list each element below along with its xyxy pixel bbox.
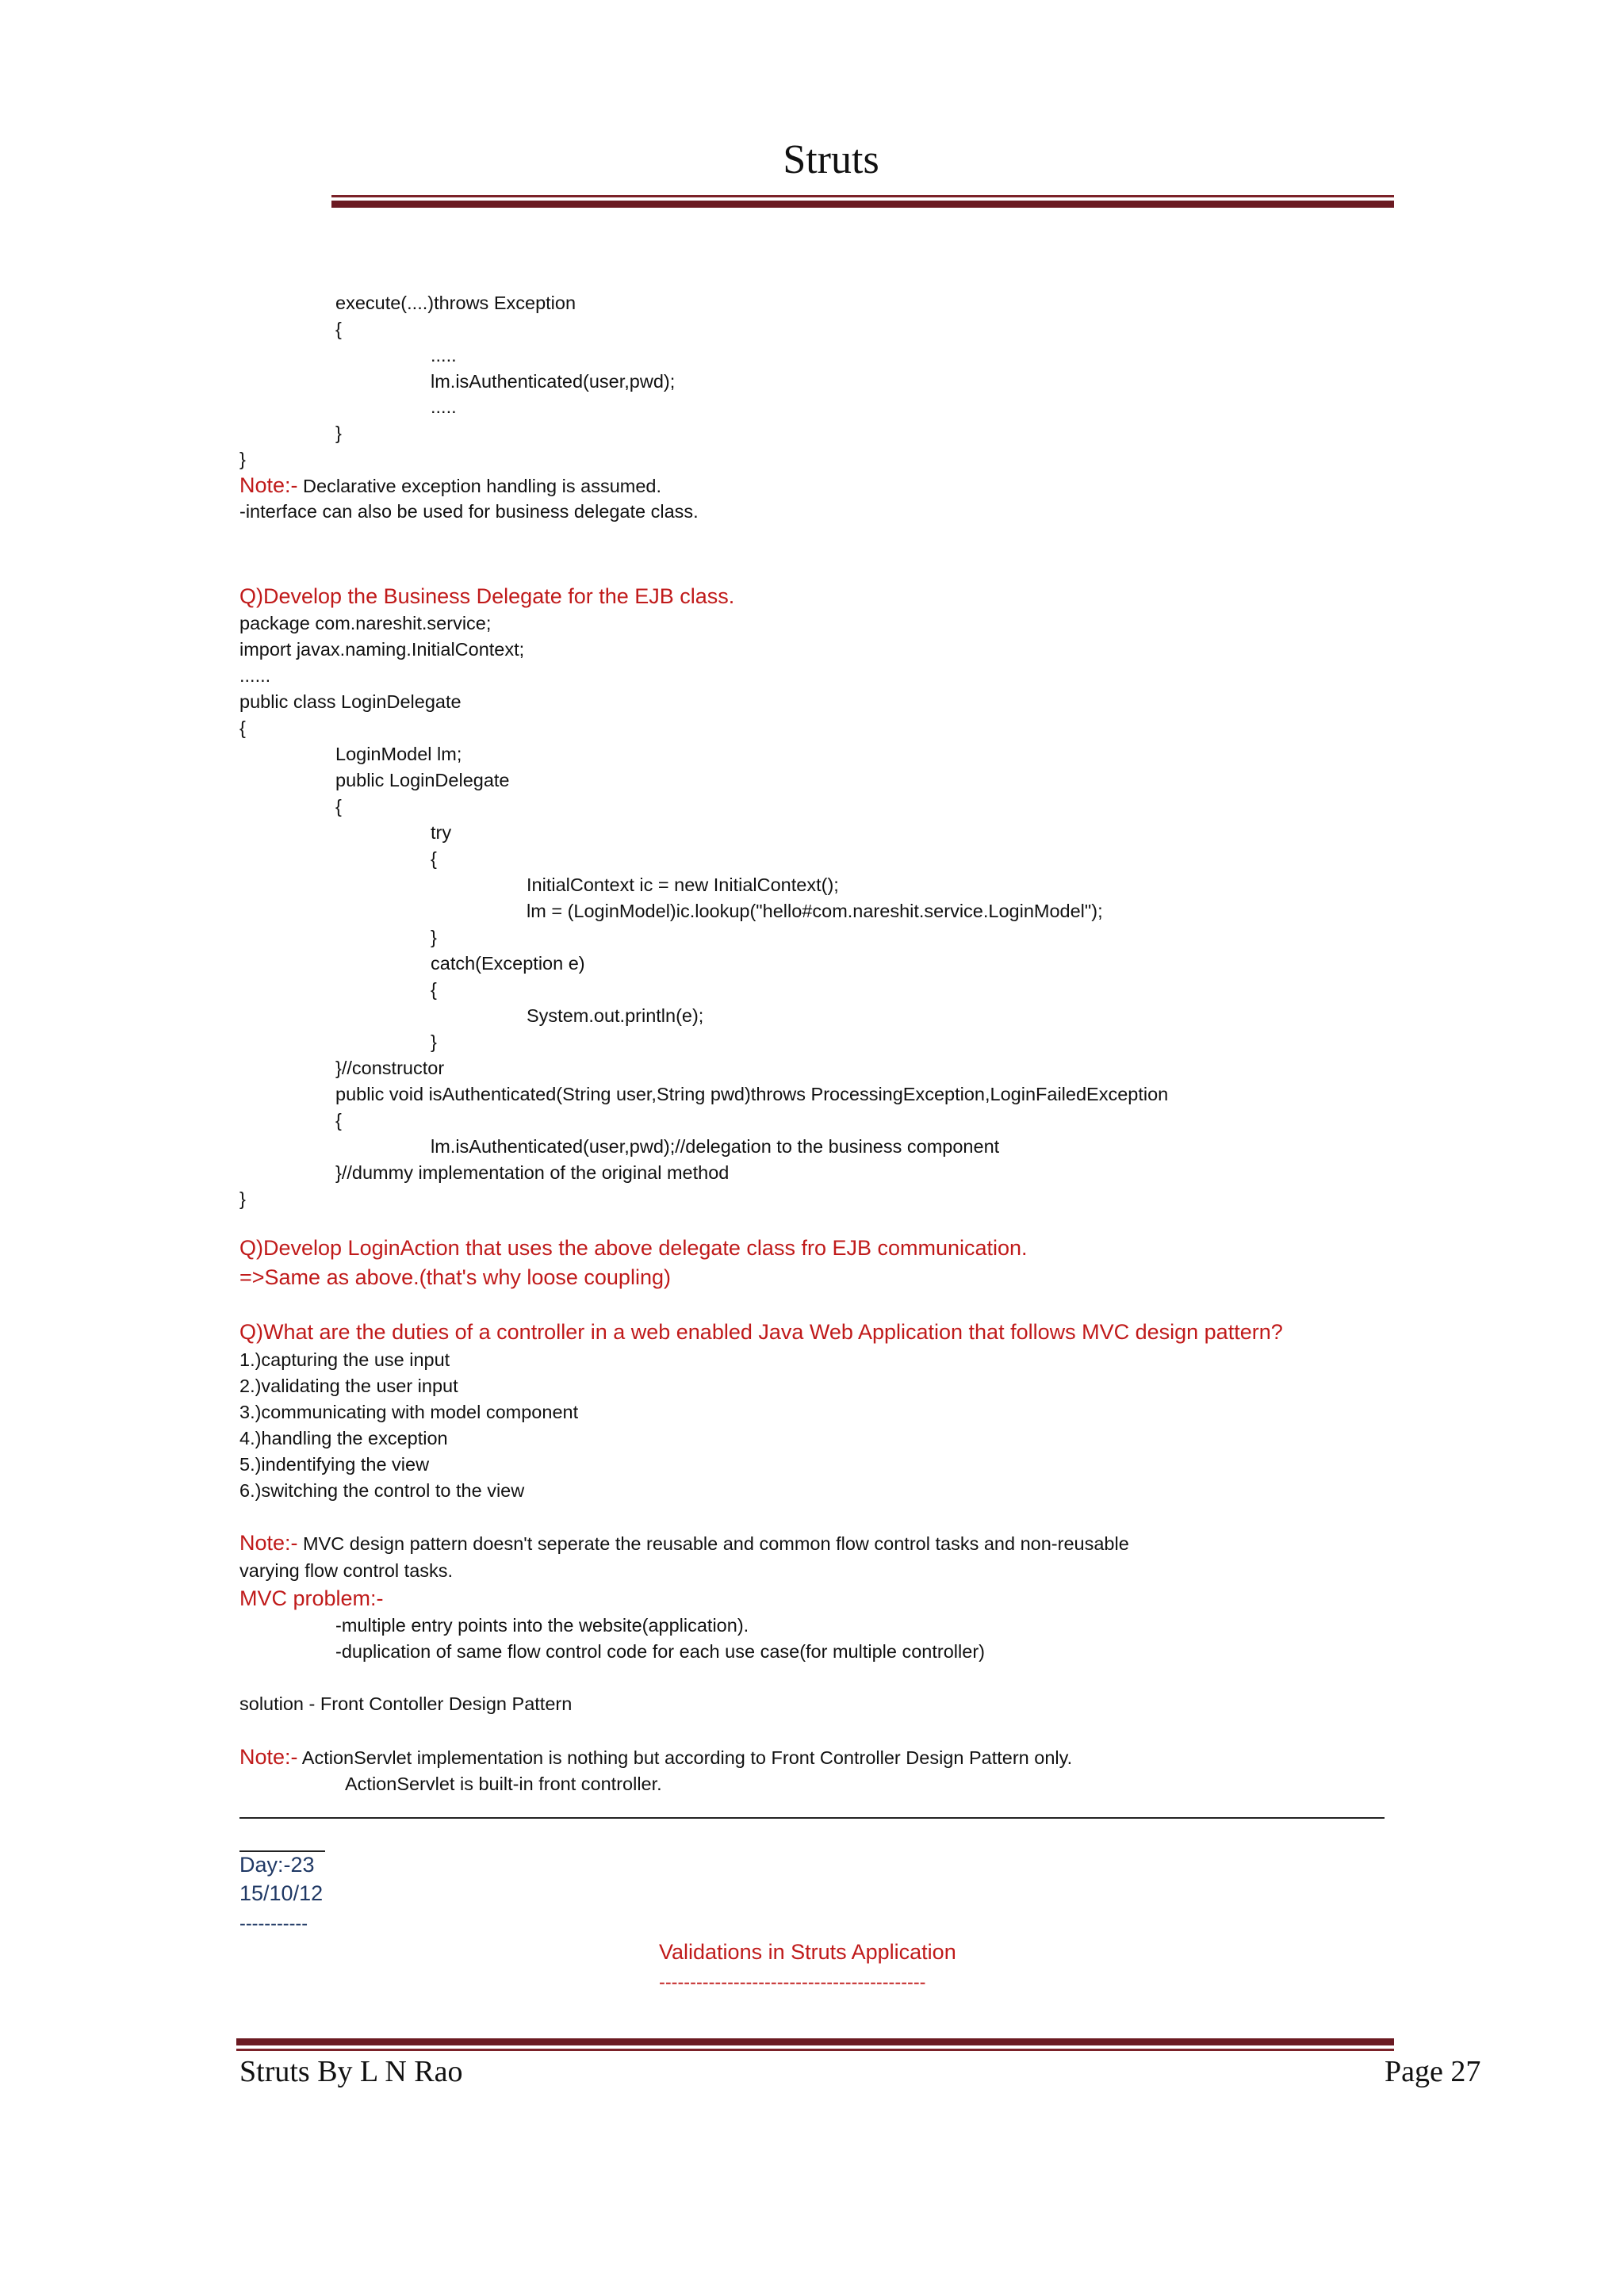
code-brace-close-inner: } [335, 423, 342, 443]
day-date: 15/10/12 [239, 1881, 324, 1905]
code-line: { [335, 1110, 342, 1131]
note-2 [239, 1530, 1129, 1556]
note-3 [239, 1744, 1072, 1770]
footer-rule-thick [236, 2038, 1394, 2045]
day-label: Day:-23 [239, 1853, 315, 1877]
section-title: Validations in Struts Application [659, 1940, 956, 1964]
note-1-line-2: -interface can also be used for business delegate class. [239, 501, 699, 522]
code-line: public class LoginDelegate [239, 691, 462, 712]
solution-line: solution - Front Contoller Design Pattern [239, 1693, 573, 1714]
code-brace-open: { [335, 319, 342, 339]
code-execute-line: execute(....)throws Exception [335, 293, 576, 313]
question-2-answer: =>Same as above.(that's why loose coupling) [239, 1265, 671, 1289]
code-line: }//dummy implementation of the original method [335, 1162, 730, 1183]
code-dots-1: ..... [431, 345, 457, 365]
code-line: lm.isAuthenticated(user,pwd);//delegation to the business component [431, 1136, 1000, 1157]
code-line: package com.nareshit.service; [239, 613, 492, 633]
note-2-text: MVC design pattern doesn't seperate the reusable and common flow control tasks and non-reusable [297, 1533, 1129, 1554]
code-line: import javax.naming.InitialContext; [239, 639, 525, 660]
code-line: } [239, 1188, 246, 1209]
code-line: public void isAuthenticated(String user,String pwd)throws ProcessingException,LoginFailedException [335, 1084, 1169, 1104]
code-line: }//constructor [335, 1058, 445, 1078]
note-1-label: Note:- [239, 473, 298, 497]
list-item: 2.)validating the user input [239, 1376, 458, 1396]
code-brace-close-outer: } [239, 449, 246, 469]
note-3-label: Note:- [239, 1745, 298, 1769]
question-3-heading: Q)What are the duties of a controller in a web enabled Java Web Application that follows MVC design pattern? [239, 1320, 1283, 1344]
section-separator [239, 1817, 1385, 1819]
list-item: 6.)switching the control to the view [239, 1480, 525, 1501]
code-line: lm = (LoginModel)ic.lookup("hello#com.nareshit.service.LoginModel"); [527, 901, 1103, 921]
code-dots-2: ..... [431, 396, 457, 417]
day-dashes: ----------- [239, 1913, 308, 1934]
code-line: try [431, 822, 452, 843]
mvc-problem-heading: MVC problem:- [239, 1586, 384, 1610]
footer-page-number: Page 27 [1385, 2055, 1481, 2088]
note-3-line-2: ActionServlet is built-in front controller. [345, 1774, 662, 1794]
note-1-text: Declarative exception handling is assumed. [297, 476, 662, 496]
code-line: ...... [239, 665, 271, 686]
list-item: 3.)communicating with model component [239, 1402, 579, 1422]
code-line: } [431, 1031, 437, 1052]
code-line: public LoginDelegate [335, 770, 510, 790]
code-line: { [239, 718, 246, 738]
footer-rule-thin [236, 2049, 1394, 2051]
code-line: { [431, 848, 437, 869]
code-line: } [431, 927, 437, 947]
section-title-underline: ------------------------------------------- [659, 1972, 926, 1992]
code-line: catch(Exception e) [431, 953, 585, 974]
header-rule-thin [331, 195, 1394, 197]
list-item: 5.)indentifying the view [239, 1454, 430, 1475]
list-item: -duplication of same flow control code for each use case(for multiple controller) [335, 1641, 985, 1662]
question-2-heading: Q)Develop LoginAction that uses the above delegate class fro EJB communication. [239, 1236, 1028, 1260]
code-line: InitialContext ic = new InitialContext(); [527, 874, 839, 895]
note-3-text: ActionServlet implementation is nothing but according to Front Controller Design Pattern only. [297, 1747, 1073, 1768]
list-item: -multiple entry points into the website(application). [335, 1615, 749, 1636]
list-item: 4.)handling the exception [239, 1428, 448, 1448]
footer-left: Struts By L N Rao [239, 2055, 463, 2088]
note-2-line-2: varying flow control tasks. [239, 1560, 454, 1581]
code-line: System.out.println(e); [527, 1005, 704, 1026]
list-item: 1.)capturing the use input [239, 1349, 450, 1370]
code-line: { [335, 796, 342, 817]
page-header-title: Struts [783, 137, 879, 182]
note-2-label: Note:- [239, 1531, 298, 1555]
note-1 [239, 473, 661, 499]
question-1-heading: Q)Develop the Business Delegate for the EJB class. [239, 584, 735, 608]
code-call-line: lm.isAuthenticated(user,pwd); [431, 371, 676, 392]
code-line: { [431, 979, 437, 1000]
code-line: LoginModel lm; [335, 744, 462, 764]
header-rule-thick [331, 201, 1394, 208]
